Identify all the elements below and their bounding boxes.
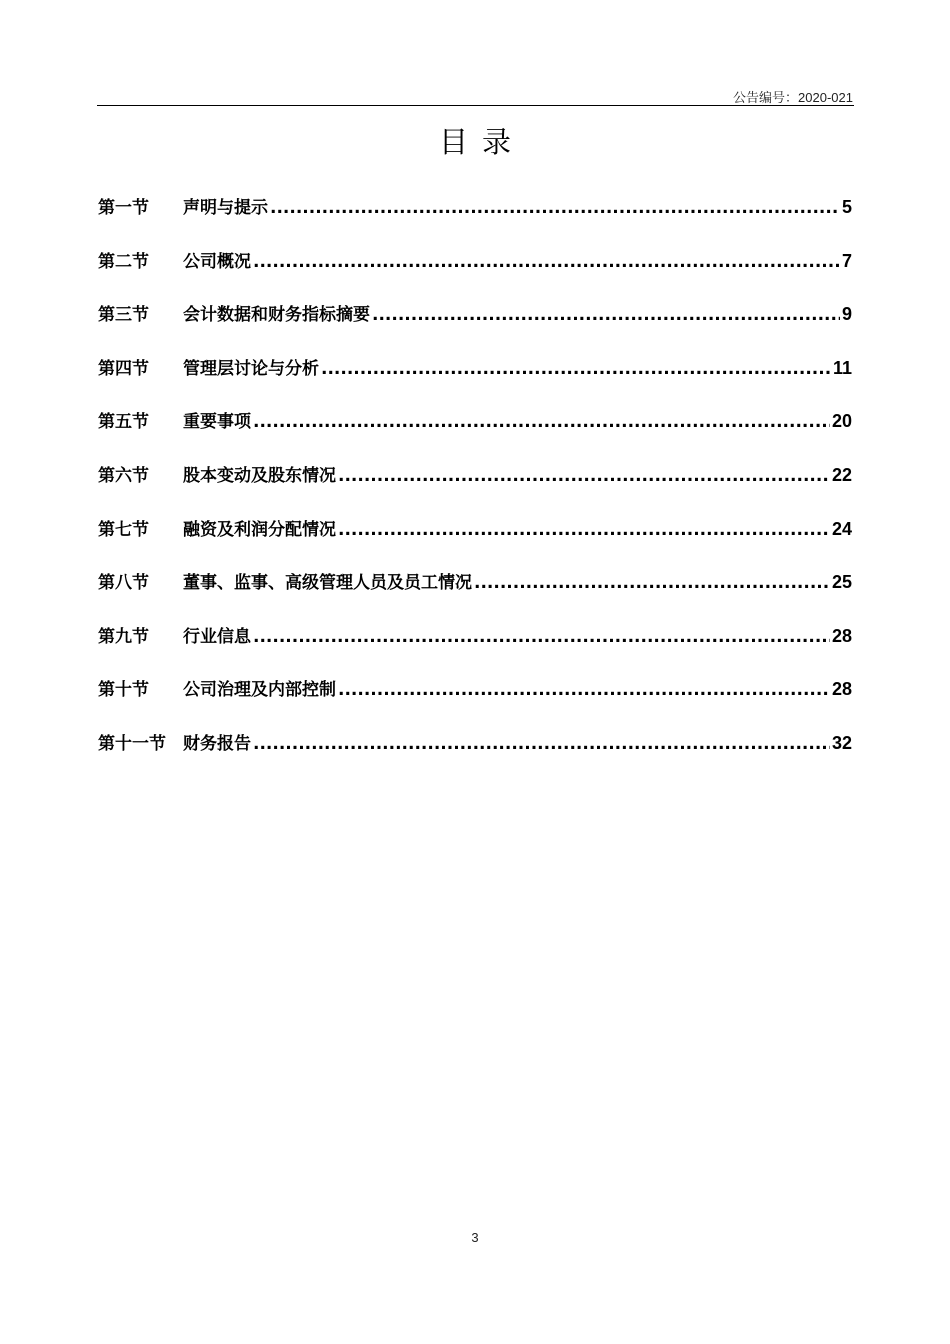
toc-section-label: 第三节 xyxy=(98,305,149,326)
toc-entry-11[interactable] xyxy=(98,728,852,782)
toc-entry-title: 董事、监事、高级管理人员及员工情况 xyxy=(183,573,472,594)
toc-dot-leader xyxy=(253,729,830,759)
toc-page-number: 28 xyxy=(831,625,852,646)
toc-page-number: 5 xyxy=(841,197,852,217)
toc-dot-leader xyxy=(253,622,830,652)
toc-entry-title: 会计数据和财务指标摘要 xyxy=(183,305,370,326)
toc-page-number: 32 xyxy=(831,732,852,753)
toc-section-label: 第五节 xyxy=(98,412,149,433)
toc-dot-leader xyxy=(253,407,830,437)
toc-entry-title: 公司概况 xyxy=(183,251,251,272)
toc-dot-leader xyxy=(338,515,830,545)
page-title: 目录 xyxy=(438,125,525,159)
toc-entry-1[interactable] xyxy=(98,192,852,246)
toc-entry-title: 管理层讨论与分析 xyxy=(183,358,319,379)
toc-page-number: 20 xyxy=(831,411,852,432)
toc-dot-leader xyxy=(253,247,840,277)
toc-dot-leader xyxy=(474,568,830,598)
toc-page-number: 9 xyxy=(841,304,852,325)
toc-section-label: 第十节 xyxy=(98,680,149,701)
toc-entry-8[interactable] xyxy=(98,567,852,621)
toc-dot-leader xyxy=(338,461,830,491)
table-of-contents xyxy=(98,192,852,782)
toc-section-label: 第九节 xyxy=(98,626,149,647)
toc-entry-title: 公司治理及内部控制 xyxy=(183,680,336,701)
toc-dot-leader xyxy=(338,675,830,705)
toc-section-label: 第一节 xyxy=(98,198,149,218)
toc-section-label: 第二节 xyxy=(98,251,149,272)
toc-page-number: 22 xyxy=(831,464,852,485)
toc-section-label: 第七节 xyxy=(98,519,149,540)
toc-entry-title: 财务报告 xyxy=(183,733,251,754)
toc-page-number: 11 xyxy=(832,357,852,378)
toc-dot-leader xyxy=(270,193,840,223)
toc-entry-7[interactable] xyxy=(98,514,852,568)
toc-page-number: 25 xyxy=(831,572,852,593)
toc-entry-title: 声明与提示 xyxy=(183,198,268,218)
toc-entry-6[interactable] xyxy=(98,460,852,514)
toc-entry-10[interactable] xyxy=(98,674,852,728)
toc-entry-2[interactable] xyxy=(98,246,852,300)
toc-section-label: 第四节 xyxy=(98,358,149,379)
toc-entry-4[interactable] xyxy=(98,353,852,407)
toc-page-number: 24 xyxy=(831,518,852,539)
toc-entry-5[interactable] xyxy=(98,406,852,460)
toc-entry-title: 融资及利润分配情况 xyxy=(183,519,336,540)
toc-entry-title: 股本变动及股东情况 xyxy=(183,465,336,486)
toc-entry-title: 重要事项 xyxy=(183,412,251,433)
toc-entry-9[interactable] xyxy=(98,621,852,675)
toc-dot-leader xyxy=(321,354,831,384)
toc-page-number: 7 xyxy=(841,250,852,271)
header-divider xyxy=(97,105,854,106)
announcement-number: 公告编号：2020-021 xyxy=(733,90,853,105)
toc-entry-title: 行业信息 xyxy=(183,626,251,647)
toc-entry-3[interactable] xyxy=(98,299,852,353)
toc-section-label: 第十一节 xyxy=(98,733,166,754)
toc-page-number: 28 xyxy=(831,679,852,700)
toc-dot-leader xyxy=(372,300,840,330)
footer-page-number: 3 xyxy=(471,1230,479,1245)
toc-section-label: 第六节 xyxy=(98,465,149,486)
toc-section-label: 第八节 xyxy=(98,573,149,594)
